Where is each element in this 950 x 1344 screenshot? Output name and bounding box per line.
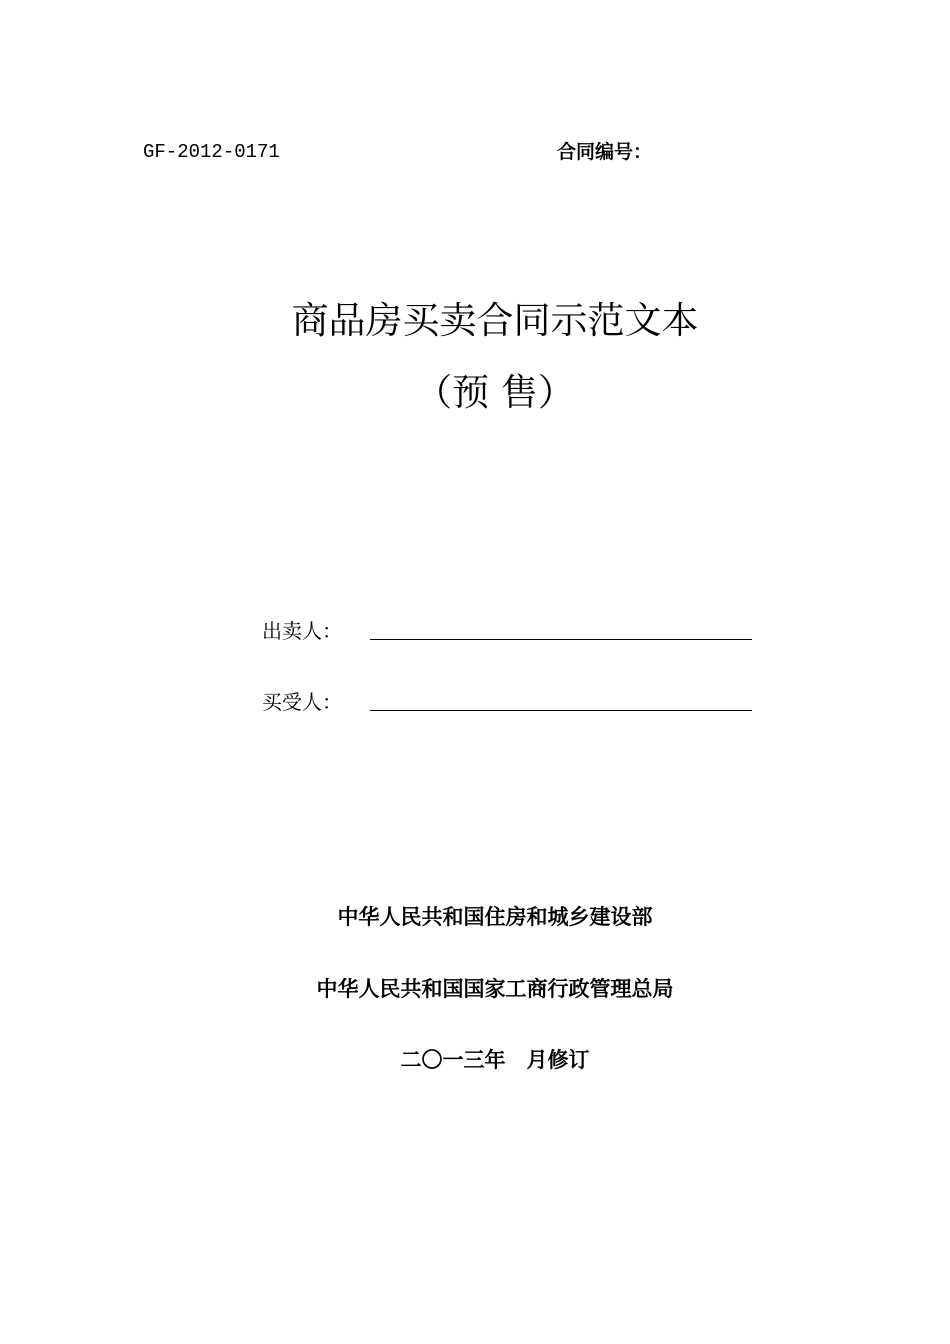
contract-number-label: 合同编号： (557, 141, 653, 163)
document-subtitle: （预 售） (415, 371, 575, 414)
seller-blank-line (370, 639, 752, 640)
revision-date: 二〇一三年 月修订 (400, 1048, 590, 1072)
issuer-ministry-housing: 中华人民共和国住房和城乡建设部 (337, 905, 653, 929)
seller-label: 出卖人： (262, 619, 342, 643)
issuer-industry-commerce: 中华人民共和国国家工商行政管理总局 (316, 977, 674, 1001)
buyer-blank-line (370, 710, 752, 711)
document-title: 商品房买卖合同示范文本 (291, 299, 699, 342)
document-code: GF-2012-0171 (143, 141, 280, 163)
buyer-label: 买受人： (262, 690, 342, 714)
